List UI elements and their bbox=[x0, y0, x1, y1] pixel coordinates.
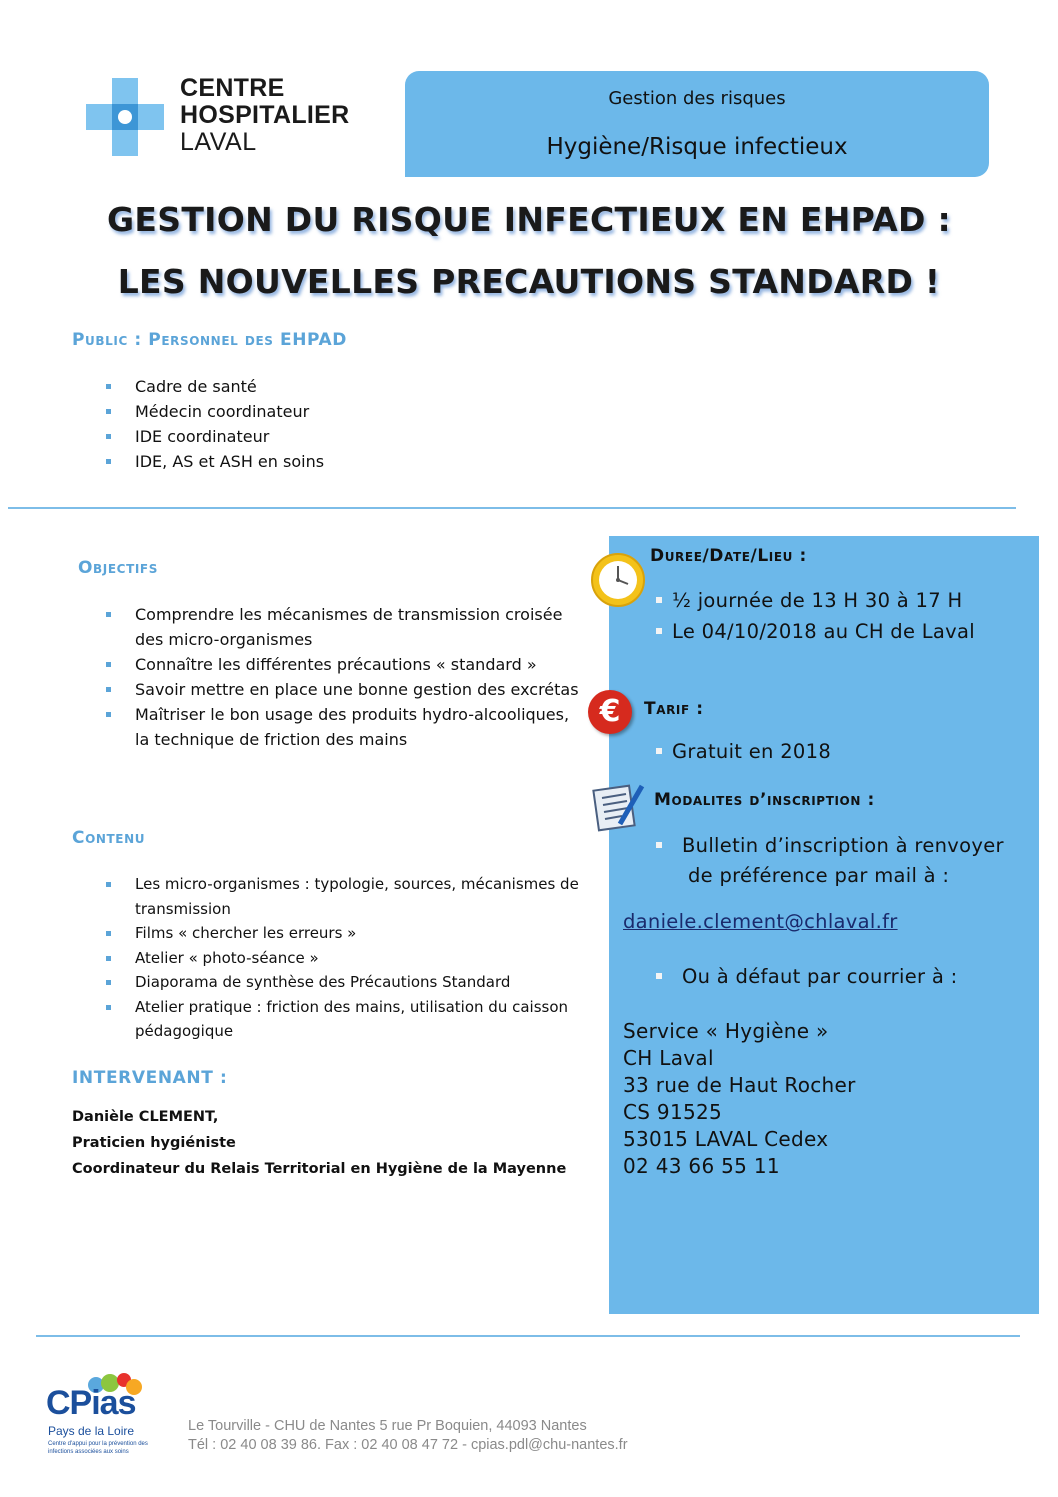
duree-item: Le 04/10/2018 au CH de Laval bbox=[656, 620, 975, 643]
logo-line-laval: LAVAL bbox=[180, 128, 257, 156]
euro-icon: € bbox=[588, 690, 632, 734]
courrier-item: Ou à défaut par courrier à : bbox=[656, 965, 957, 988]
header-subcategory: Hygiène/Risque infectieux bbox=[546, 134, 848, 160]
bullet-icon bbox=[656, 973, 662, 979]
list-item: Médecin coordinateur bbox=[72, 399, 572, 424]
list-item: Cadre de santé bbox=[72, 374, 572, 399]
tarif-item: Gratuit en 2018 bbox=[656, 740, 831, 763]
modalites-item: Bulletin d’inscription à renvoyer bbox=[656, 834, 1004, 857]
email-link[interactable]: daniele.clement@chlaval.fr bbox=[623, 910, 898, 933]
form-pen-icon bbox=[592, 782, 648, 834]
logo-line-centre: CENTRE bbox=[180, 74, 285, 102]
address-line: 33 rue de Haut Rocher bbox=[623, 1073, 856, 1097]
list-item: Savoir mettre en place une bonne gestion des excrétas bbox=[72, 677, 582, 702]
bullet-icon bbox=[656, 842, 662, 848]
bullet-icon bbox=[656, 748, 662, 754]
list-item: Atelier « photo-séance » bbox=[72, 946, 582, 971]
address-line: 02 43 66 55 11 bbox=[623, 1154, 780, 1178]
address-line: 53015 LAVAL Cedex bbox=[623, 1127, 829, 1151]
cpias-tagline: Centre d'appui pour la prévention des infections associées aux soins bbox=[48, 1441, 148, 1455]
address-line: CS 91525 bbox=[623, 1100, 723, 1124]
public-heading: Public : Personnel des EHPAD bbox=[72, 330, 348, 350]
address-line: Service « Hygiène » bbox=[623, 1019, 829, 1043]
list-item: Diaporama de synthèse des Précautions Standard bbox=[72, 970, 582, 995]
list-item: Comprendre les mécanismes de transmission croisée des micro-organismes bbox=[72, 602, 582, 652]
bullet-icon bbox=[656, 628, 662, 634]
intervenant-name: Danièle CLEMENT, bbox=[72, 1109, 219, 1125]
footer-address: Le Tourville - CHU de Nantes 5 rue Pr Boquien, 44093 Nantes bbox=[188, 1418, 587, 1434]
objectifs-list bbox=[72, 602, 582, 752]
list-item: IDE coordinateur bbox=[72, 424, 572, 449]
logo-line-hospitalier: HOSPITALIER bbox=[180, 101, 350, 129]
modalites-heading: Modalites d’inscription : bbox=[654, 790, 875, 810]
list-item: Connaître les différentes précautions « standard » bbox=[72, 652, 582, 677]
cpias-region: Pays de la Loire bbox=[48, 1424, 135, 1438]
hospital-logo-text bbox=[180, 76, 350, 155]
page-title-line2: LES NOUVELLES PRECAUTIONS STANDARD ! bbox=[117, 262, 941, 301]
cpias-logo bbox=[44, 1370, 154, 1465]
duree-item: ½ journée de 13 H 30 à 17 H bbox=[656, 589, 962, 612]
contenu-list bbox=[72, 872, 582, 1044]
header-category: Gestion des risques bbox=[608, 88, 786, 109]
hospital-cross-logo-icon bbox=[86, 78, 164, 156]
footer-contact bbox=[188, 1417, 628, 1455]
intervenant-heading: INTERVENANT : bbox=[72, 1068, 228, 1088]
objectifs-heading: Objectifs bbox=[78, 558, 158, 578]
list-item: Atelier pratique : friction des mains, utilisation du caisson pédagogique bbox=[72, 995, 582, 1044]
address-block bbox=[623, 1018, 856, 1180]
intervenant-role: Praticien hygiéniste bbox=[72, 1135, 236, 1151]
duree-heading: Duree/Date/Lieu : bbox=[650, 546, 807, 566]
intervenant-block bbox=[72, 1104, 566, 1182]
modalites-item-cont: de préférence par mail à : bbox=[688, 864, 950, 887]
header-band bbox=[405, 71, 989, 177]
section-divider bbox=[8, 507, 1016, 509]
contenu-heading: Contenu bbox=[72, 828, 146, 848]
page-title-line1: GESTION DU RISQUE INFECTIEUX EN EHPAD : bbox=[107, 200, 951, 239]
clock-icon bbox=[590, 552, 646, 608]
list-item: Films « chercher les erreurs » bbox=[72, 921, 582, 946]
list-item: IDE, AS et ASH en soins bbox=[72, 449, 572, 474]
intervenant-function: Coordinateur du Relais Territorial en Hygiène de la Mayenne bbox=[72, 1161, 567, 1177]
footer-phone: Tél : 02 40 08 39 86. Fax : 02 40 08 47 72 - cpias.pdl@chu-nantes.fr bbox=[188, 1437, 628, 1453]
footer-divider bbox=[36, 1335, 1020, 1337]
bullet-icon bbox=[656, 597, 662, 603]
list-item: Les micro-organismes : typologie, sources, mécanismes de transmission bbox=[72, 872, 582, 921]
cpias-name: CPias bbox=[46, 1384, 136, 1422]
tarif-heading: Tarif : bbox=[644, 699, 704, 719]
address-line: CH Laval bbox=[623, 1046, 714, 1070]
public-list bbox=[72, 374, 572, 474]
list-item: Maîtriser le bon usage des produits hydro-alcooliques, la technique de friction des mains bbox=[72, 702, 582, 752]
